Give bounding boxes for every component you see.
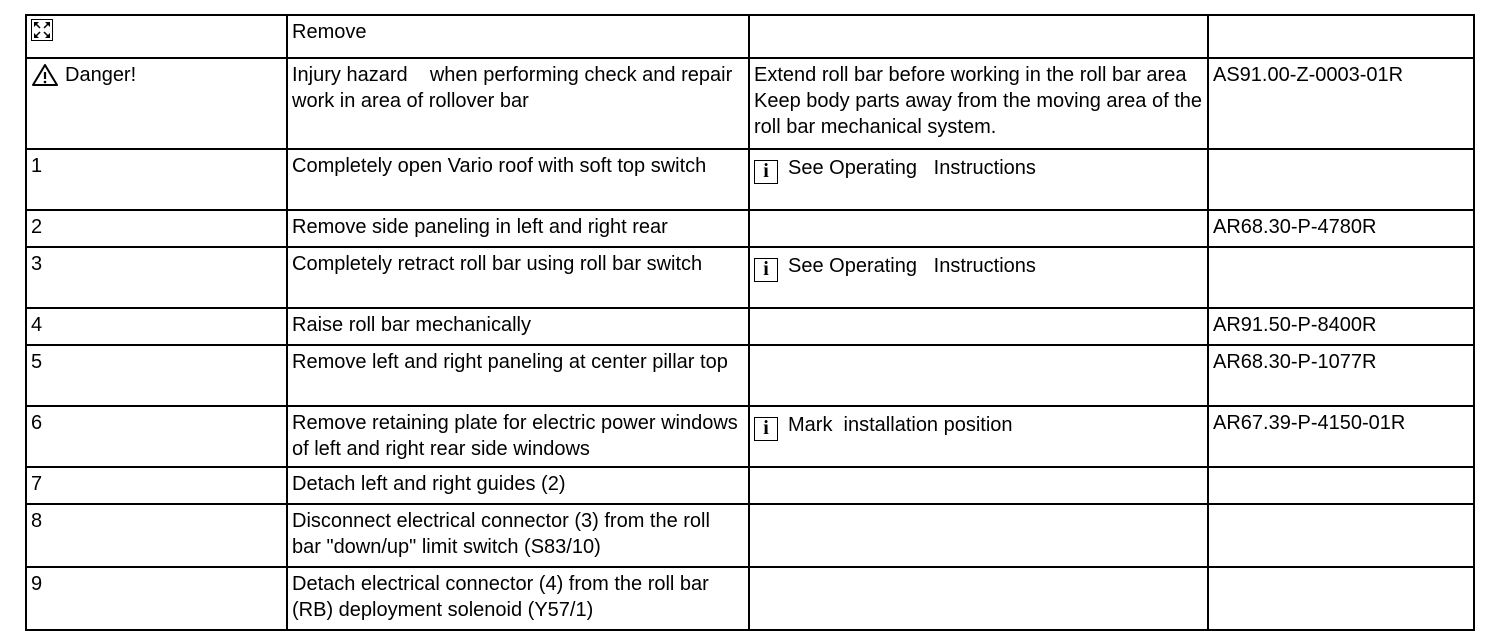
step-row	[26, 247, 1474, 308]
header-icon-cell	[26, 15, 287, 58]
header-title: Remove	[287, 15, 749, 58]
step-note-cell	[749, 308, 1208, 345]
step-number: 3	[26, 247, 287, 308]
step-number: 7	[26, 467, 287, 504]
header-empty-cell	[749, 15, 1208, 58]
step-row	[26, 406, 1474, 467]
step-text: Disconnect electrical connector (3) from the roll bar "down/up" limit switch (S83/10)	[287, 504, 749, 567]
danger-hazard: Injury hazard when performing check and repair work in area of rollover bar	[287, 58, 749, 149]
step-text: Raise roll bar mechanically	[287, 308, 749, 345]
step-row	[26, 210, 1474, 247]
step-number: 6	[26, 406, 287, 467]
step-note-cell	[749, 247, 1208, 308]
danger-row	[26, 58, 1474, 149]
step-reference[interactable]: AR68.30-P-4780R	[1208, 210, 1474, 247]
step-number: 4	[26, 308, 287, 345]
step-note-cell	[749, 467, 1208, 504]
header-empty-cell	[1208, 15, 1474, 58]
step-reference[interactable]: AR91.50-P-8400R	[1208, 308, 1474, 345]
step-text: Completely open Vario roof with soft top switch	[287, 149, 749, 210]
step-reference[interactable]: AR68.30-P-1077R	[1208, 345, 1474, 406]
step-text: Detach electrical connector (4) from the roll bar (RB) deployment solenoid (Y57/1)	[287, 567, 749, 630]
step-note-cell	[749, 210, 1208, 247]
step-row	[26, 504, 1474, 567]
step-reference	[1208, 567, 1474, 630]
step-number: 2	[26, 210, 287, 247]
step-note-cell	[749, 345, 1208, 406]
header-row	[26, 15, 1474, 58]
step-number: 1	[26, 149, 287, 210]
step-note-cell	[749, 406, 1208, 467]
procedure-table	[25, 14, 1475, 631]
step-note-cell	[749, 567, 1208, 630]
step-row	[26, 308, 1474, 345]
step-note-cell	[749, 149, 1208, 210]
warning-triangle-icon	[31, 63, 59, 87]
info-icon[interactable]: i	[754, 258, 778, 282]
step-row	[26, 567, 1474, 630]
step-text: Detach left and right guides (2)	[287, 467, 749, 504]
danger-measure: Extend roll bar before working in the roll bar area Keep body parts away from the moving area of the roll bar mechanical system.	[749, 58, 1208, 149]
info-icon[interactable]: i	[754, 417, 778, 441]
step-reference	[1208, 149, 1474, 210]
step-note-cell	[749, 504, 1208, 567]
step-text: Remove left and right paneling at center pillar top	[287, 345, 749, 406]
step-note: See Operating Instructions	[788, 255, 1036, 277]
step-note: Mark installation position	[788, 414, 1013, 436]
step-reference[interactable]: AR67.39-P-4150-01R	[1208, 406, 1474, 467]
step-note: See Operating Instructions	[788, 157, 1036, 179]
danger-label-cell	[26, 58, 287, 149]
step-row	[26, 467, 1474, 504]
info-icon[interactable]: i	[754, 160, 778, 184]
step-number: 5	[26, 345, 287, 406]
expand-icon[interactable]	[31, 19, 53, 41]
step-row	[26, 149, 1474, 210]
step-row	[26, 345, 1474, 406]
danger-reference[interactable]: AS91.00-Z-0003-01R	[1208, 58, 1474, 149]
step-text: Remove side paneling in left and right rear	[287, 210, 749, 247]
step-reference	[1208, 504, 1474, 567]
step-reference	[1208, 247, 1474, 308]
step-reference	[1208, 467, 1474, 504]
danger-label: Danger!	[65, 64, 137, 86]
step-number: 8	[26, 504, 287, 567]
step-text: Completely retract roll bar using roll bar switch	[287, 247, 749, 308]
step-number: 9	[26, 567, 287, 630]
step-text: Remove retaining plate for electric power windows of left and right rear side windows	[287, 406, 749, 467]
